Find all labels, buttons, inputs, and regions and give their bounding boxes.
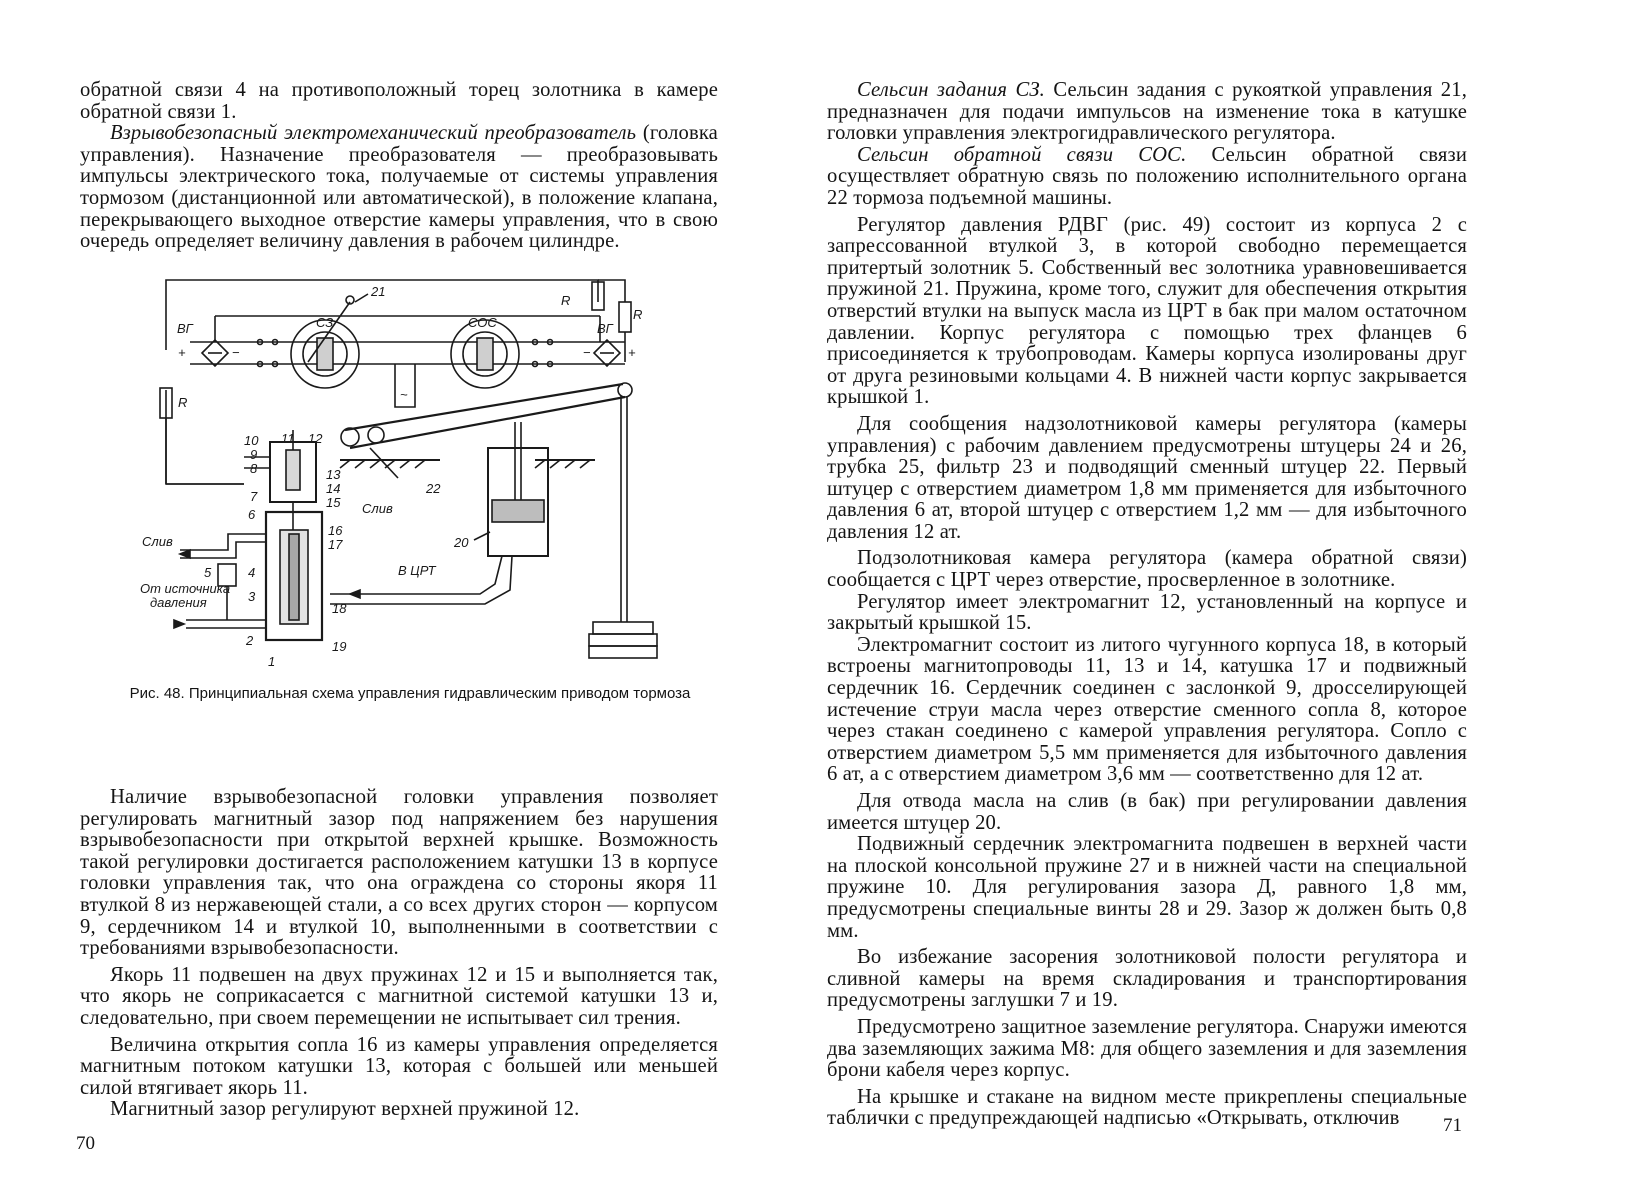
label-19: 19 [332,639,347,654]
paragraph: Регулятор имеет электромагнит 12, установленный на корпусе и закрытый крышкой 15. [827,590,1467,635]
label-13: 13 [326,467,341,482]
label-cos: СОС [468,315,497,330]
label-4: 4 [248,565,256,580]
label-plus-left: + [178,345,186,360]
paragraph: Магнитный зазор регулируют верхней пружиной 12. [110,1098,580,1121]
paragraph: обратной связи 4 на противоположный торец золотника в камере обратной связи 1. [80,79,718,123]
label-minus-right: − [583,345,591,360]
label-tilde: ~ [400,387,408,402]
paragraph: Подзолотниковая камера регулятора (камера обратной связи) сообщается с ЦРТ через отверстие, просверленное в золотнике. [827,547,1467,592]
label-3: 3 [248,589,256,604]
label-9: 9 [250,447,258,462]
paragraph: На крышке и стакане на видном месте прикреплены специальные таблички с предупреждающей надписью «Открывать, отключив [827,1085,1467,1130]
figure-caption: Рис. 48. Принципиальная схема управления гидравлическим приводом тормоза [129,685,691,702]
label-vg-left: ВГ [177,321,193,336]
paragraph: Предусмотрено защитное заземление регулятора. Снаружи имеются два заземляющих зажима М8: для общего заземления и для заземления брони кабеля через корпус. [827,1015,1467,1082]
label-18: 18 [332,601,347,616]
label-1: 1 [268,654,276,669]
schematic-drawing [140,272,660,672]
label-sliv-right: Слив [362,501,393,516]
right-page [823,0,1646,1191]
label-11: 11 [281,431,295,446]
label-v-crt: В ЦРТ [398,563,436,578]
paragraph: Наличие взрывобезопасной головки управления позволяет регулировать магнитный зазор под напряжением без нарушения взрывобезопасности при открытой верхней крышке. Возможность такой регулировки достигается расположением катушки 13 в корпусе головки управления так, что она ограждена со стороны якоря 11 втулкой 8 из нержавеющей стали, а со всех других сторон — корпусом 9, сердечником 14 и втулкой 10, выполненными в соответствии с требованиями взрывобезопасности. [80,786,718,960]
italic-heading: Сельсин задания СЗ. [857,79,1045,101]
italic-heading: Сельсин обратной связи СОС. [857,143,1187,166]
paragraph-text: Сельсин задания с рукояткой управления 21, предназначен для подачи импульсов на изменение тока в катушке головки управления электрогидравлического регулятора. [827,79,1467,145]
label-minus-left: − [232,345,240,360]
paragraph [80,123,718,253]
label-8: 8 [250,461,258,476]
left-top-text [80,80,718,253]
label-davleniya: давления [150,595,207,610]
label-20: 20 [454,535,469,550]
label-r-top: R [561,293,571,308]
italic-heading: Взрывобезопасный электромеханический преобразователь [110,122,637,145]
figure-48 [140,272,660,672]
label-r-left: R [178,395,188,410]
paragraph: Во избежание засорения золотниковой полости регулятора и сливной камеры на время складирования и транспортирования предусмотрены заглушки 7 и 19. [827,946,1467,1012]
label-6: 6 [248,507,256,522]
label-vg-right: ВГ [597,321,613,336]
label-sliv-left: Слив [142,534,173,549]
page-number-right: 71 [1443,1115,1462,1136]
paragraph [827,80,1467,145]
label-16: 16 [328,523,343,538]
label-plus-right: + [628,345,636,360]
label-17: 17 [328,537,343,552]
paragraph: Регулятор давления РДВГ (рис. 49) состоит из корпуса 2 с запрессованной втулкой 3, в которой свободно перемещается притертый золотник 5. Собственный вес золотника уравновешивается пружиной 21. Пружина, кроме того, служит для обеспечения открытия отверстий втулки на выпуск масла из ЦРТ в бак при малом остаточном давлении. Корпус регулятора с помощью трех фланцев 6 присоединяется к трубопроводам. Камеры корпуса изолированы друг от друга резиновыми кольцами 4. В нижней части корпус закрывается крышкой 1. [827,213,1467,409]
page-number-left: 70 [76,1133,95,1154]
paragraph: Электромагнит состоит из литого чугунного корпуса 18, в который встроены магнитопроводы 11, 13 и 14, катушка 17 и подвижный сердечник 16. Сердечник соединен с заслонкой 9, дросселирующей истечение струи масла через отверстие сменного сопла 8, которое через стакан соединено с камерой управления регулятора. Сопло с отверстием диаметром 5,5 мм применяется для избыточного давления 6 ат, а с отверстием диаметром 3,6 мм — соответственно для 12 ат. [827,633,1467,786]
left-bottom-text [80,787,718,1121]
label-5: 5 [204,565,212,580]
right-text [827,80,1467,1130]
label-12: 12 [308,431,323,446]
label-14: 14 [326,481,341,496]
paragraph: Якорь 11 подвешен на двух пружинах 12 и 15 и выполняется так, что якорь не соприкасается с магнитной системой катушки 13 и, следовательно, при своем перемещении не испытывает сил трения. [80,963,718,1029]
label-21: 21 [371,284,386,299]
label-r-right: R [633,307,643,322]
paragraph: Величина открытия сопла 16 из камеры управления определяется магнитным потоком катушки 13, которая с большей или меньшей силой втягивает якорь 11. [80,1033,718,1099]
paragraph: Для отвода масла на слив (в бак) при регулировании давления имеется штуцер 20. [827,790,1467,834]
paragraph: Подвижный сердечник электромагнита подвешен в верхней части на плоской консольной пружине 27 и в нижней части на специальной пружине 10. Для регулирования зазора Д, равного 1,8 мм, предусмотрены специальные винты 28 и 29. Зазор ж должен быть 0,8 мм. [827,833,1467,942]
paragraph [827,145,1467,210]
label-ot-istochnika: От источника [140,581,231,596]
label-s3: СЗ [316,315,334,330]
label-7: 7 [250,489,258,504]
label-15: 15 [326,495,341,510]
paragraph: Для сообщения надзолотниковой камеры регулятора (камеры управления) с рабочим давлением предусмотрены штуцеры 24 и 26, трубка 25, фильтр 23 и подводящий сменный штуцер 22. Первый штуцер с отверстием диаметром 1,8 мм применяется для избыточного давления 6 ат, второй штуцер с отверстием 1,2 мм — для избыточного давления 12 ат. [827,412,1467,543]
paragraph-text: Сельсин обратной связи осуществляет обратную связь по положению исполнительного органа 22 тормоза подъемной машины. [827,143,1467,209]
paragraph-text: (головка управления). Назначение преобразователя — преобразовывать импульсы электрического тока, получаемые от системы управления тормозом (дистанционной или автоматической), в положение клапана, перекрывающего выходное отверстие камеры управления, что в свою очередь определяет величину давления в рабочем цилиндре. [80,122,718,253]
label-2: 2 [246,633,254,648]
label-22: 22 [426,481,441,496]
label-10: 10 [244,433,259,448]
